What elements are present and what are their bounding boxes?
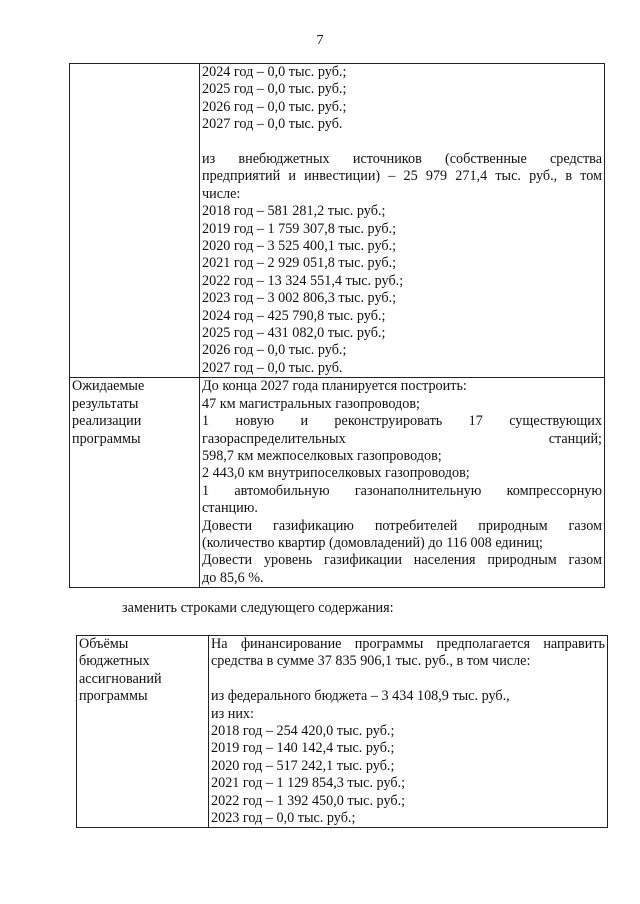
funding-year-line: 2021 год – 2 929 051,8 тыс. руб.;	[202, 255, 397, 272]
results-text: (количество квартир (домовладений) до 116 008 единиц;	[202, 534, 543, 551]
results-text: до 85,6 %.	[202, 569, 264, 586]
row-label: реализации	[72, 413, 142, 430]
row-label: бюджетных	[79, 653, 150, 670]
results-text: станцию.	[202, 500, 258, 517]
table-row	[70, 64, 605, 378]
funding-year-line: 2023 год – 0,0 тыс. руб.;	[211, 810, 356, 827]
table-cell-label	[77, 636, 209, 828]
funding-year-line: 2026 год – 0,0 тыс. руб.;	[202, 98, 347, 115]
row-label: программы	[79, 688, 148, 705]
funding-year-line: 2020 год – 517 242,1 тыс. руб.;	[211, 757, 395, 774]
program-passport-table-new	[76, 635, 608, 828]
results-text: 1 новую и реконструировать 17 существующих	[202, 413, 602, 430]
funding-year-line: 2025 год – 431 082,0 тыс. руб.;	[202, 325, 386, 342]
funding-year-line: 2020 год – 3 525 400,1 тыс. руб.;	[202, 238, 397, 255]
funding-text: средства в сумме 37 835 906,1 тыс. руб., в том числе:	[211, 653, 531, 670]
results-text: До конца 2027 года планируется построить:	[202, 378, 467, 395]
funding-year-line: 2022 год – 13 324 551,4 тыс. руб.;	[202, 272, 404, 289]
table-cell-content	[200, 64, 605, 378]
row-label: Объёмы	[79, 636, 129, 652]
row-label: Ожидаемые	[72, 378, 145, 395]
funding-year-line: 2018 год – 254 420,0 тыс. руб.;	[211, 723, 395, 740]
funding-year-line: 2026 год – 0,0 тыс. руб.;	[202, 342, 347, 359]
table-cell-content	[200, 378, 605, 588]
funding-text: из них:	[211, 705, 254, 722]
funding-year-line: 2018 год – 581 281,2 тыс. руб.;	[202, 203, 386, 220]
funding-year-line: 2019 год – 1 759 307,8 тыс. руб.;	[202, 220, 397, 237]
replacement-instruction: заменить строками следующего содержания:	[122, 600, 394, 616]
funding-year-line: 2021 год – 1 129 854,3 тыс. руб.;	[211, 775, 406, 792]
funding-year-line: 2023 год – 3 002 806,3 тыс. руб.;	[202, 290, 397, 307]
results-text: 47 км магистральных газопроводов;	[202, 395, 420, 412]
table-row	[77, 636, 608, 828]
results-text: Довести газификацию потребителей природным газом	[202, 517, 602, 534]
results-text: 2 443,0 км внутрипоселковых газопроводов;	[202, 465, 470, 482]
table-row	[70, 378, 605, 588]
results-text: 1 автомобильную газонаполнительную компрессорную	[202, 482, 602, 499]
spacer	[211, 671, 605, 688]
program-passport-table-old	[69, 63, 605, 588]
extrabudgetary-text: предприятий и инвестиции) – 25 979 271,4 тыс. руб., в том	[202, 168, 602, 185]
funding-text: На финансирование программы предполагается направить	[211, 636, 605, 652]
funding-year-line: 2025 год – 0,0 тыс. руб.;	[202, 81, 347, 98]
extrabudgetary-text: числе:	[202, 185, 241, 202]
table-cell-label	[70, 378, 200, 588]
results-text: Довести уровень газификации населения природным газом	[202, 552, 602, 569]
spacer	[202, 134, 602, 151]
row-label: программы	[72, 430, 141, 447]
funding-year-line: 2024 год – 0,0 тыс. руб.;	[202, 64, 347, 80]
row-label: ассигнований	[79, 670, 162, 687]
funding-year-line: 2024 год – 425 790,8 тыс. руб.;	[202, 307, 386, 324]
page-number: 7	[316, 33, 324, 48]
row-label: результаты	[72, 395, 139, 412]
table-cell-content	[209, 636, 608, 828]
funding-text: из федерального бюджета – 3 434 108,9 тыс. руб.,	[211, 688, 510, 705]
funding-year-line: 2019 год – 140 142,4 тыс. руб.;	[211, 740, 395, 757]
funding-year-line: 2027 год – 0,0 тыс. руб.	[202, 116, 343, 133]
results-text: газораспределительных станций;	[202, 430, 602, 447]
table-cell-label	[70, 64, 200, 378]
results-text: 598,7 км межпоселковых газопроводов;	[202, 447, 442, 464]
funding-year-line: 2022 год – 1 392 450,0 тыс. руб.;	[211, 792, 406, 809]
extrabudgetary-text: из внебюджетных источников (собственные средства	[202, 151, 602, 168]
funding-year-line: 2027 год – 0,0 тыс. руб.	[202, 359, 343, 376]
